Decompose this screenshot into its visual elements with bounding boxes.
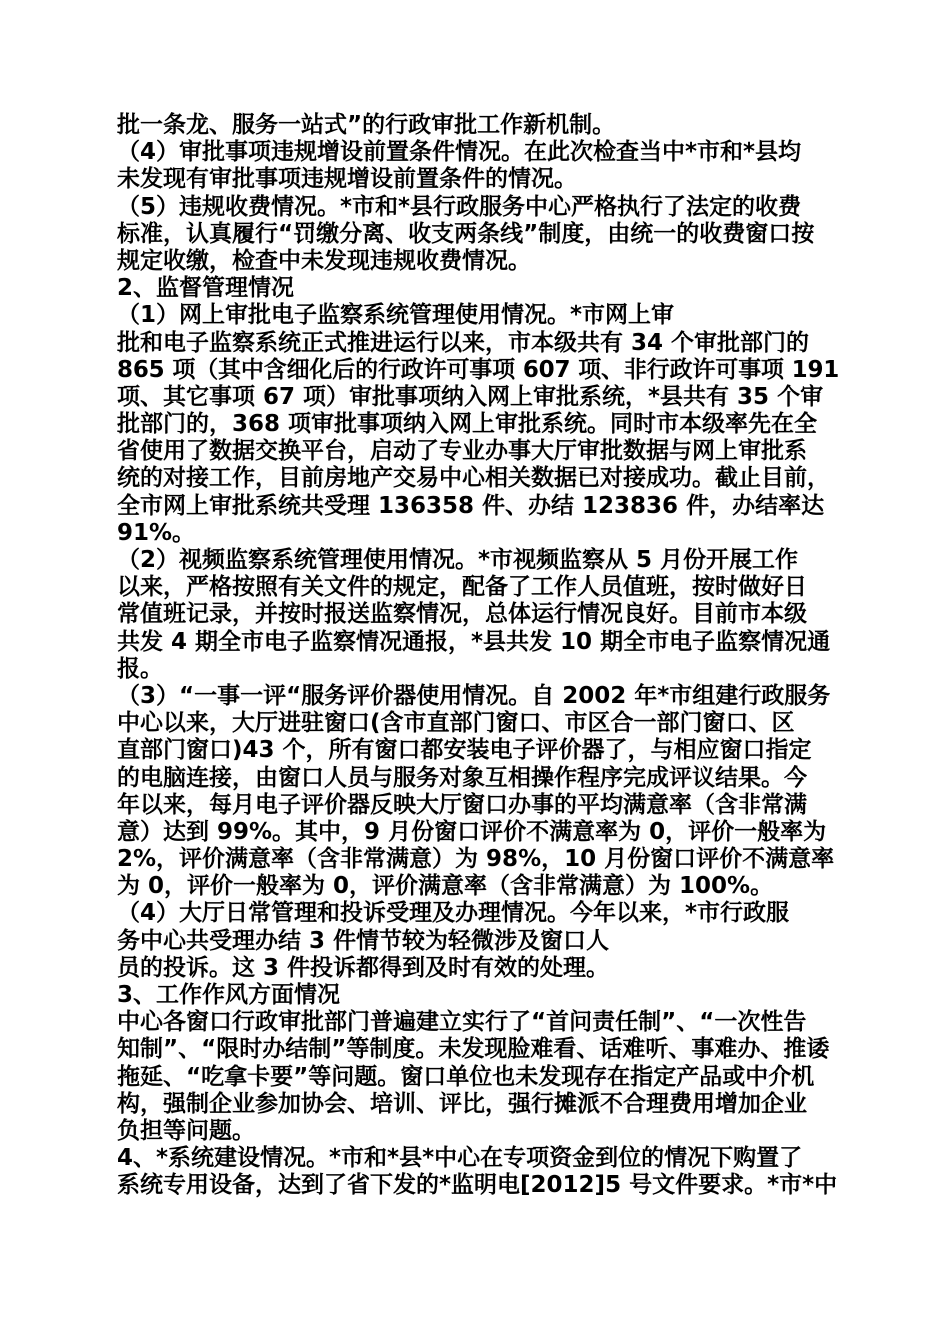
text-line: （4）大厅日常管理和投诉受理及办理情况。今年以来，*市行政服: [117, 900, 790, 927]
text-line: 865 项（其中含细化后的行政许可事项 607 项、非行政许可事项 191: [117, 356, 840, 383]
text-line: 负担等问题。: [117, 1117, 255, 1144]
text-line: 标准，认真履行“罚缴分离、收支两条线”制度，由统一的收费窗口按: [117, 220, 815, 247]
text-line: 规定收缴，检查中未发现违规收费情况。: [117, 247, 531, 274]
text-line: 构，强制企业参加协会、培训、评比，强行摊派不合理费用增加企业: [117, 1090, 807, 1117]
text-line: 知制”、“限时办结制”等制度。未发现脸难看、话难听、事难办、推诿: [117, 1036, 830, 1063]
text-line: 意）达到 99%。其中，9 月份窗口评价不满意率为 0，评价一般率为: [117, 818, 827, 845]
text-line: 报。: [117, 655, 163, 682]
text-line: 中心各窗口行政审批部门普遍建立实行了“首问责任制”、“一次性告: [117, 1009, 807, 1036]
section-heading: 2、监督管理情况: [117, 275, 295, 302]
text-line: 拖延、“吃拿卡要”等问题。窗口单位也未发现存在指定产品或中介机: [117, 1063, 815, 1090]
text-line: 务中心共受理办结 3 件情节较为轻微涉及窗口人: [117, 927, 610, 954]
text-line: 员的投诉。这 3 件投诉都得到及时有效的处理。: [117, 954, 610, 981]
text-line: 中心以来，大厅进驻窗口(含市直部门窗口、市区合一部门窗口、区: [117, 710, 795, 737]
text-line: 统的对接工作，目前房地产交易中心相关数据已对接成功。截止目前，: [117, 465, 830, 492]
text-line: 项、其它事项 67 项）审批事项纳入网上审批系统，*县共有 35 个审: [117, 383, 824, 410]
text-line: 常值班记录，并按时报送监察情况，总体运行情况良好。目前市本级: [117, 601, 807, 628]
text-line: 年以来，每月电子评价器反映大厅窗口办事的平均满意率（含非常满: [117, 791, 807, 818]
text-line: 系统专用设备，达到了省下发的*监明电[2012]5 号文件要求。*市*中: [117, 1172, 838, 1199]
text-line: 2%，评价满意率（含非常满意）为 98%，10 月份窗口评价不满意率: [117, 846, 835, 873]
text-line: 为 0，评价一般率为 0，评价满意率（含非常满意）为 100%。: [117, 873, 774, 900]
document-body: [117, 112, 839, 1200]
section-heading: 3、工作作风方面情况: [117, 982, 341, 1008]
text-line: 批部门的，368 项审批事项纳入网上审批系统。同时市本级率先在全: [117, 411, 818, 438]
text-line: 批和电子监察系统正式推进运行以来，市本级共有 34 个审批部门的: [117, 329, 810, 356]
text-line: （4）审批事项违规增设前置条件情况。在此次检查当中*市和*县均: [117, 139, 802, 166]
text-line: 直部门窗口)43 个，所有窗口都安装电子评价器了，与相应窗口指定: [117, 737, 812, 764]
section-heading: 4、*系统建设情况。*市和*县*中心在专项资金到位的情况下购置了: [117, 1145, 803, 1172]
text-line: （1）网上审批电子监察系统管理使用情况。*市网上审: [117, 302, 675, 329]
text-line: 全市网上审批系统共受理 136358 件、办结 123836 件，办结率达: [117, 492, 825, 519]
text-line: （3）“一事一评“服务评价器使用情况。自 2002 年*市组建行政服务: [117, 682, 831, 709]
text-line: 未发现有审批事项违规增设前置条件的情况。: [117, 166, 577, 193]
text-line: 共发 4 期全市电子监察情况通报，*县共发 10 期全市电子监察情况通: [117, 628, 831, 655]
text-line: 批一条龙、服务一站式”的行政审批工作新机制。: [117, 112, 616, 138]
text-line: （5）违规收费情况。*市和*县行政服务中心严格执行了法定的收费: [117, 193, 802, 220]
text-line: 以来，严格按照有关文件的规定，配备了工作人员值班，按时做好日: [117, 574, 807, 601]
text-line: 的电脑连接，由窗口人员与服务对象互相操作程序完成评议结果。今: [117, 764, 807, 791]
text-line: 省使用了数据交换平台，启动了专业办事大厅审批数据与网上审批系: [117, 438, 807, 465]
text-line: （2）视频监察系统管理使用情况。*市视频监察从 5 月份开展工作: [117, 547, 799, 573]
text-line: 91%。: [117, 519, 196, 546]
